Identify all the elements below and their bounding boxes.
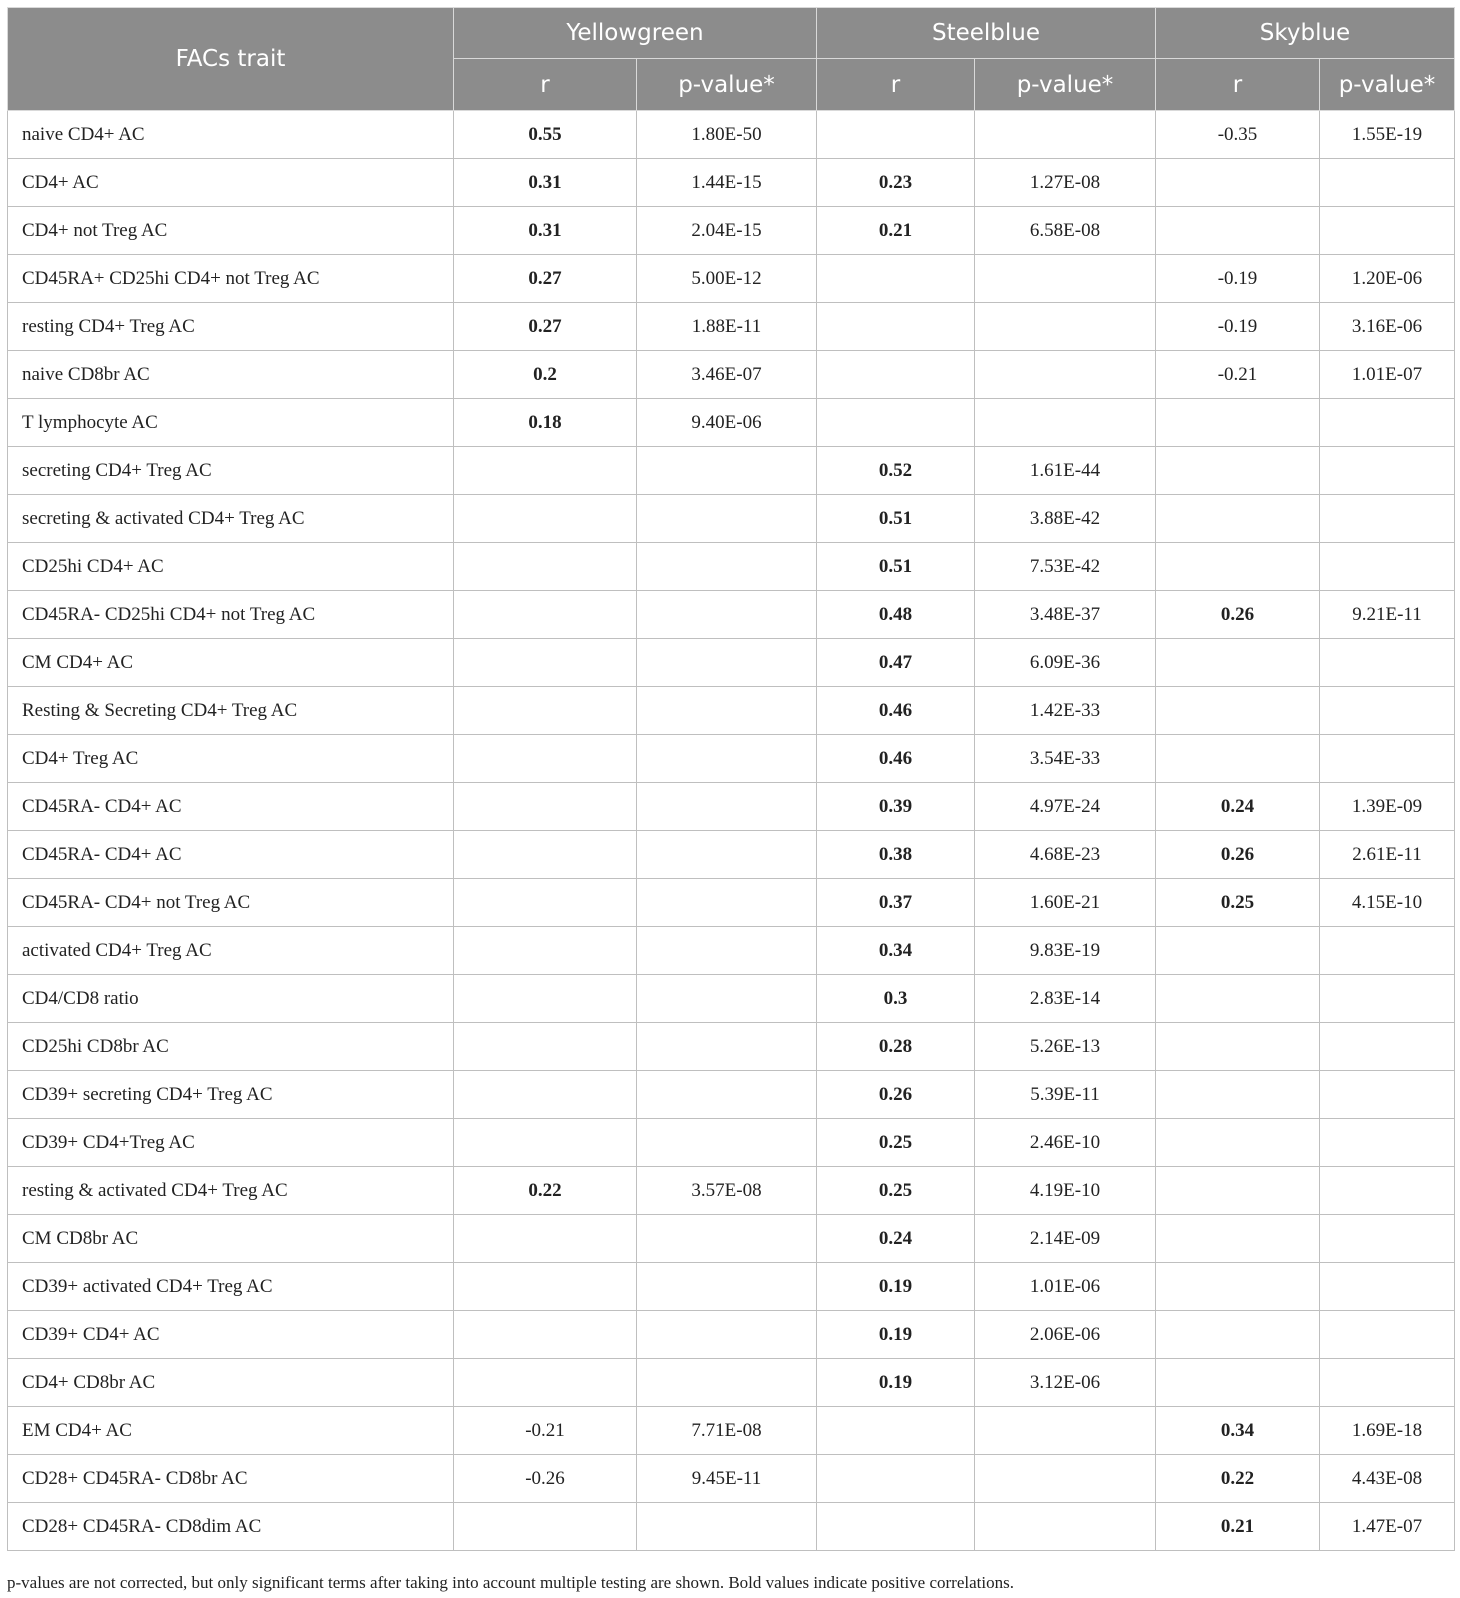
trait-cell: CD25hi CD8br AC [8,1023,454,1071]
skyblue-pvalue-cell [1320,1119,1455,1167]
skyblue-r-cell: 0.26 [1156,831,1320,879]
yellowgreen-pvalue-cell: 7.71E-08 [637,1407,817,1455]
skyblue-r-cell: 0.25 [1156,879,1320,927]
steelblue-pvalue-cell [975,1503,1156,1551]
skyblue-r-cell: -0.35 [1156,111,1320,159]
yellowgreen-r-cell [454,783,637,831]
steelblue-pvalue-cell: 5.39E-11 [975,1071,1156,1119]
skyblue-r-cell: -0.21 [1156,351,1320,399]
table-row [8,783,1455,831]
yellowgreen-pvalue-cell [637,1359,817,1407]
steelblue-r-cell: 0.46 [817,735,975,783]
yellowgreen-pvalue-cell [637,1023,817,1071]
header-module-skyblue: Skyblue [1156,8,1455,59]
steelblue-r-cell [817,303,975,351]
steelblue-pvalue-cell [975,399,1156,447]
skyblue-r-cell [1156,495,1320,543]
steelblue-pvalue-cell: 3.88E-42 [975,495,1156,543]
skyblue-r-cell: -0.19 [1156,255,1320,303]
header-skyblue-r: r [1156,59,1320,111]
yellowgreen-pvalue-cell [637,735,817,783]
skyblue-pvalue-cell: 4.15E-10 [1320,879,1455,927]
header-steelblue-pvalue: p-value* [975,59,1156,111]
table-row [8,1167,1455,1215]
steelblue-r-cell: 0.19 [817,1311,975,1359]
trait-cell: CM CD4+ AC [8,639,454,687]
skyblue-r-cell [1156,1023,1320,1071]
yellowgreen-r-cell [454,1503,637,1551]
yellowgreen-pvalue-cell [637,927,817,975]
yellowgreen-r-cell [454,975,637,1023]
steelblue-r-cell: 0.38 [817,831,975,879]
header-steelblue-r: r [817,59,975,111]
skyblue-r-cell [1156,927,1320,975]
skyblue-r-cell: 0.22 [1156,1455,1320,1503]
table-row [8,543,1455,591]
trait-cell: CD4+ AC [8,159,454,207]
skyblue-pvalue-cell [1320,1071,1455,1119]
yellowgreen-pvalue-cell [637,1071,817,1119]
steelblue-r-cell [817,351,975,399]
yellowgreen-pvalue-cell [637,591,817,639]
steelblue-r-cell [817,255,975,303]
skyblue-r-cell: 0.24 [1156,783,1320,831]
yellowgreen-r-cell: -0.21 [454,1407,637,1455]
trait-cell: activated CD4+ Treg AC [8,927,454,975]
steelblue-r-cell [817,399,975,447]
steelblue-pvalue-cell: 2.14E-09 [975,1215,1156,1263]
steelblue-pvalue-cell: 1.27E-08 [975,159,1156,207]
yellowgreen-pvalue-cell: 3.46E-07 [637,351,817,399]
steelblue-pvalue-cell [975,351,1156,399]
steelblue-pvalue-cell: 2.83E-14 [975,975,1156,1023]
skyblue-pvalue-cell: 1.69E-18 [1320,1407,1455,1455]
skyblue-r-cell: 0.34 [1156,1407,1320,1455]
steelblue-pvalue-cell: 6.58E-08 [975,207,1156,255]
table-row [8,111,1455,159]
trait-cell: Resting & Secreting CD4+ Treg AC [8,687,454,735]
steelblue-pvalue-cell [975,303,1156,351]
yellowgreen-r-cell [454,495,637,543]
skyblue-r-cell [1156,1311,1320,1359]
header-module-steelblue: Steelblue [817,8,1156,59]
yellowgreen-r-cell [454,447,637,495]
yellowgreen-r-cell: 0.31 [454,207,637,255]
skyblue-r-cell [1156,1263,1320,1311]
trait-cell: CD39+ secreting CD4+ Treg AC [8,1071,454,1119]
table-row [8,1407,1455,1455]
skyblue-r-cell [1156,1215,1320,1263]
trait-cell: resting & activated CD4+ Treg AC [8,1167,454,1215]
yellowgreen-pvalue-cell: 1.88E-11 [637,303,817,351]
yellowgreen-pvalue-cell: 1.80E-50 [637,111,817,159]
steelblue-pvalue-cell: 2.06E-06 [975,1311,1156,1359]
skyblue-r-cell [1156,1359,1320,1407]
table-row [8,303,1455,351]
yellowgreen-r-cell [454,1359,637,1407]
skyblue-r-cell [1156,1071,1320,1119]
skyblue-pvalue-cell [1320,1215,1455,1263]
skyblue-pvalue-cell: 1.39E-09 [1320,783,1455,831]
steelblue-r-cell: 0.51 [817,495,975,543]
steelblue-r-cell: 0.48 [817,591,975,639]
steelblue-pvalue-cell: 1.60E-21 [975,879,1156,927]
yellowgreen-pvalue-cell [637,495,817,543]
skyblue-pvalue-cell: 1.20E-06 [1320,255,1455,303]
skyblue-r-cell [1156,735,1320,783]
table-footnote: p-values are not corrected, but only significant terms after taking into account multiple testing are shown. Bold values indicate positive correlations. [7,1573,1014,1592]
table-row [8,1263,1455,1311]
table-row [8,831,1455,879]
skyblue-pvalue-cell [1320,975,1455,1023]
yellowgreen-pvalue-cell [637,447,817,495]
trait-cell: naive CD8br AC [8,351,454,399]
skyblue-pvalue-cell: 1.01E-07 [1320,351,1455,399]
yellowgreen-r-cell: 0.27 [454,303,637,351]
table-row [8,399,1455,447]
yellowgreen-pvalue-cell [637,783,817,831]
steelblue-pvalue-cell: 7.53E-42 [975,543,1156,591]
yellowgreen-pvalue-cell [637,687,817,735]
skyblue-r-cell [1156,687,1320,735]
steelblue-r-cell: 0.21 [817,207,975,255]
table-row [8,735,1455,783]
yellowgreen-r-cell [454,1263,637,1311]
steelblue-r-cell [817,111,975,159]
table-row [8,1311,1455,1359]
table-row [8,1215,1455,1263]
skyblue-pvalue-cell [1320,399,1455,447]
yellowgreen-r-cell: 0.31 [454,159,637,207]
skyblue-pvalue-cell [1320,159,1455,207]
steelblue-pvalue-cell [975,111,1156,159]
steelblue-r-cell: 0.28 [817,1023,975,1071]
skyblue-r-cell [1156,159,1320,207]
trait-cell: CD45RA- CD4+ AC [8,783,454,831]
steelblue-pvalue-cell [975,1455,1156,1503]
skyblue-r-cell: 0.26 [1156,591,1320,639]
yellowgreen-pvalue-cell [637,1311,817,1359]
yellowgreen-r-cell [454,1215,637,1263]
steelblue-pvalue-cell: 9.83E-19 [975,927,1156,975]
skyblue-pvalue-cell [1320,687,1455,735]
yellowgreen-pvalue-cell [637,1503,817,1551]
skyblue-pvalue-cell [1320,543,1455,591]
trait-cell: CD4+ Treg AC [8,735,454,783]
steelblue-r-cell [817,1503,975,1551]
skyblue-r-cell: 0.21 [1156,1503,1320,1551]
table-row [8,255,1455,303]
steelblue-pvalue-cell: 3.48E-37 [975,591,1156,639]
skyblue-pvalue-cell [1320,1167,1455,1215]
yellowgreen-r-cell [454,687,637,735]
yellowgreen-r-cell: 0.18 [454,399,637,447]
trait-cell: CD25hi CD4+ AC [8,543,454,591]
header-yellowgreen-pvalue: p-value* [637,59,817,111]
header-module-yellowgreen: Yellowgreen [454,8,817,59]
yellowgreen-pvalue-cell [637,831,817,879]
yellowgreen-pvalue-cell: 3.57E-08 [637,1167,817,1215]
trait-cell: CD39+ CD4+ AC [8,1311,454,1359]
skyblue-pvalue-cell: 9.21E-11 [1320,591,1455,639]
steelblue-r-cell: 0.51 [817,543,975,591]
yellowgreen-pvalue-cell [637,879,817,927]
yellowgreen-pvalue-cell: 9.45E-11 [637,1455,817,1503]
trait-cell: CD4/CD8 ratio [8,975,454,1023]
steelblue-pvalue-cell: 4.19E-10 [975,1167,1156,1215]
skyblue-pvalue-cell [1320,1023,1455,1071]
skyblue-r-cell [1156,975,1320,1023]
table-row [8,975,1455,1023]
yellowgreen-r-cell [454,735,637,783]
trait-cell: secreting CD4+ Treg AC [8,447,454,495]
yellowgreen-r-cell: 0.55 [454,111,637,159]
steelblue-r-cell: 0.25 [817,1167,975,1215]
table-row [8,927,1455,975]
steelblue-r-cell: 0.37 [817,879,975,927]
trait-cell: CD28+ CD45RA- CD8dim AC [8,1503,454,1551]
table-row [8,447,1455,495]
yellowgreen-r-cell: -0.26 [454,1455,637,1503]
table-row [8,1455,1455,1503]
table-row [8,639,1455,687]
yellowgreen-pvalue-cell [637,543,817,591]
skyblue-pvalue-cell [1320,639,1455,687]
steelblue-r-cell: 0.46 [817,687,975,735]
steelblue-r-cell: 0.19 [817,1359,975,1407]
steelblue-r-cell: 0.24 [817,1215,975,1263]
steelblue-r-cell [817,1455,975,1503]
skyblue-pvalue-cell [1320,1263,1455,1311]
yellowgreen-pvalue-cell [637,639,817,687]
header-facs-trait: FACs trait [8,8,454,111]
skyblue-r-cell [1156,207,1320,255]
yellowgreen-pvalue-cell [637,1215,817,1263]
skyblue-r-cell [1156,543,1320,591]
steelblue-pvalue-cell: 6.09E-36 [975,639,1156,687]
skyblue-r-cell [1156,1167,1320,1215]
skyblue-pvalue-cell [1320,735,1455,783]
skyblue-r-cell [1156,1119,1320,1167]
table-row [8,1359,1455,1407]
yellowgreen-r-cell: 0.22 [454,1167,637,1215]
steelblue-pvalue-cell: 4.97E-24 [975,783,1156,831]
steelblue-pvalue-cell: 1.01E-06 [975,1263,1156,1311]
steelblue-r-cell: 0.34 [817,927,975,975]
skyblue-r-cell [1156,399,1320,447]
skyblue-r-cell [1156,639,1320,687]
header-skyblue-pvalue: p-value* [1320,59,1455,111]
correlation-table [7,7,1455,1551]
trait-cell: CD45RA+ CD25hi CD4+ not Treg AC [8,255,454,303]
table-row [8,687,1455,735]
yellowgreen-r-cell: 0.2 [454,351,637,399]
steelblue-pvalue-cell: 1.61E-44 [975,447,1156,495]
trait-cell: CD39+ CD4+Treg AC [8,1119,454,1167]
yellowgreen-pvalue-cell: 5.00E-12 [637,255,817,303]
trait-cell: resting CD4+ Treg AC [8,303,454,351]
trait-cell: CM CD8br AC [8,1215,454,1263]
steelblue-r-cell: 0.23 [817,159,975,207]
table-row [8,1023,1455,1071]
yellowgreen-r-cell [454,639,637,687]
trait-cell: CD45RA- CD4+ not Treg AC [8,879,454,927]
yellowgreen-r-cell [454,831,637,879]
skyblue-r-cell: -0.19 [1156,303,1320,351]
trait-cell: naive CD4+ AC [8,111,454,159]
trait-cell: EM CD4+ AC [8,1407,454,1455]
yellowgreen-r-cell [454,1119,637,1167]
skyblue-pvalue-cell [1320,447,1455,495]
yellowgreen-pvalue-cell: 2.04E-15 [637,207,817,255]
skyblue-pvalue-cell: 2.61E-11 [1320,831,1455,879]
table-body [8,111,1455,1551]
steelblue-pvalue-cell [975,255,1156,303]
steelblue-r-cell: 0.25 [817,1119,975,1167]
trait-cell: CD4+ not Treg AC [8,207,454,255]
table-row [8,351,1455,399]
yellowgreen-pvalue-cell: 9.40E-06 [637,399,817,447]
steelblue-r-cell: 0.52 [817,447,975,495]
steelblue-r-cell: 0.47 [817,639,975,687]
steelblue-pvalue-cell: 1.42E-33 [975,687,1156,735]
yellowgreen-r-cell [454,591,637,639]
yellowgreen-r-cell [454,927,637,975]
table-row [8,207,1455,255]
yellowgreen-r-cell [454,543,637,591]
table-container [7,7,1454,1551]
trait-cell: CD28+ CD45RA- CD8br AC [8,1455,454,1503]
skyblue-pvalue-cell: 4.43E-08 [1320,1455,1455,1503]
table-row [8,591,1455,639]
steelblue-r-cell: 0.39 [817,783,975,831]
skyblue-pvalue-cell [1320,495,1455,543]
yellowgreen-pvalue-cell: 1.44E-15 [637,159,817,207]
yellowgreen-pvalue-cell [637,975,817,1023]
steelblue-pvalue-cell: 4.68E-23 [975,831,1156,879]
trait-cell: CD45RA- CD25hi CD4+ not Treg AC [8,591,454,639]
steelblue-r-cell [817,1407,975,1455]
skyblue-pvalue-cell [1320,1311,1455,1359]
steelblue-pvalue-cell: 3.12E-06 [975,1359,1156,1407]
skyblue-pvalue-cell [1320,927,1455,975]
skyblue-pvalue-cell [1320,207,1455,255]
yellowgreen-pvalue-cell [637,1119,817,1167]
skyblue-pvalue-cell: 1.47E-07 [1320,1503,1455,1551]
table-row [8,1071,1455,1119]
trait-cell: CD4+ CD8br AC [8,1359,454,1407]
steelblue-r-cell: 0.26 [817,1071,975,1119]
skyblue-pvalue-cell: 1.55E-19 [1320,111,1455,159]
steelblue-pvalue-cell: 2.46E-10 [975,1119,1156,1167]
yellowgreen-pvalue-cell [637,1263,817,1311]
yellowgreen-r-cell [454,1311,637,1359]
skyblue-pvalue-cell: 3.16E-06 [1320,303,1455,351]
steelblue-pvalue-cell: 5.26E-13 [975,1023,1156,1071]
table-row [8,1503,1455,1551]
yellowgreen-r-cell [454,1071,637,1119]
table-row [8,1119,1455,1167]
table-row [8,159,1455,207]
trait-cell: CD39+ activated CD4+ Treg AC [8,1263,454,1311]
trait-cell: T lymphocyte AC [8,399,454,447]
skyblue-pvalue-cell [1320,1359,1455,1407]
trait-cell: secreting & activated CD4+ Treg AC [8,495,454,543]
steelblue-r-cell: 0.19 [817,1263,975,1311]
steelblue-pvalue-cell [975,1407,1156,1455]
steelblue-r-cell: 0.3 [817,975,975,1023]
skyblue-r-cell [1156,447,1320,495]
header-yellowgreen-r: r [454,59,637,111]
yellowgreen-r-cell: 0.27 [454,255,637,303]
table-header [8,8,1455,111]
steelblue-pvalue-cell: 3.54E-33 [975,735,1156,783]
table-row [8,495,1455,543]
yellowgreen-r-cell [454,879,637,927]
table-row [8,879,1455,927]
trait-cell: CD45RA- CD4+ AC [8,831,454,879]
yellowgreen-r-cell [454,1023,637,1071]
